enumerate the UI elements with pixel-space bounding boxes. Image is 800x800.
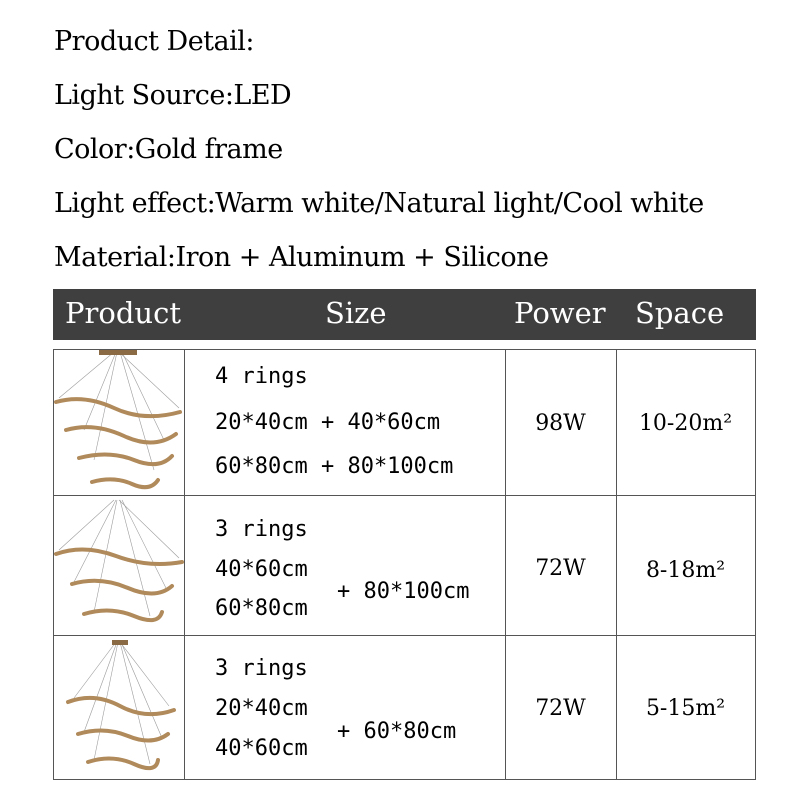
- row2-power: 72W: [535, 556, 586, 581]
- row2-space: 8-18m²: [645, 558, 726, 583]
- row1-space: 10-20m²: [638, 411, 733, 436]
- light-effect-line: Light effect:Warm white/Natural light/Cool white: [54, 188, 704, 219]
- header-space: Space: [635, 296, 725, 330]
- column-divider: [184, 350, 185, 779]
- row3-size-b: 40*60cm: [215, 736, 308, 761]
- spec-table: [53, 349, 756, 780]
- chandelier-4-rings-image: [54, 350, 184, 495]
- row1-size-line1: 20*40cm + 40*60cm: [215, 410, 441, 435]
- chandelier-3-rings-image: [54, 496, 184, 635]
- row3-size-a: 20*40cm: [215, 696, 308, 721]
- row3-size-plus: + 60*80cm: [337, 719, 457, 744]
- row1-size-line2: 60*80cm + 80*100cm: [215, 454, 454, 479]
- row3-rings: 3 rings: [215, 656, 308, 681]
- light-source-line: Light Source:LED: [54, 80, 292, 111]
- row2-size-a: 40*60cm: [215, 557, 308, 582]
- color-line: Color:Gold frame: [54, 134, 283, 165]
- row1-rings: 4 rings: [215, 364, 308, 389]
- row1-power: 98W: [535, 411, 586, 436]
- row2-size-b: 60*80cm: [215, 596, 308, 621]
- header-product: Product: [65, 296, 181, 330]
- product-detail-heading: Product Detail:: [54, 26, 254, 57]
- row2-size-plus: + 80*100cm: [337, 579, 470, 604]
- material-line: Material:Iron + Aluminum + Silicone: [54, 242, 549, 273]
- row2-rings: 3 rings: [215, 517, 308, 542]
- chandelier-3-rings-image: [54, 636, 184, 779]
- row3-space: 5-15m²: [645, 696, 726, 721]
- table-header: [53, 289, 756, 340]
- header-power: Power: [514, 296, 606, 330]
- header-size: Size: [325, 296, 387, 330]
- row3-power: 72W: [535, 696, 586, 721]
